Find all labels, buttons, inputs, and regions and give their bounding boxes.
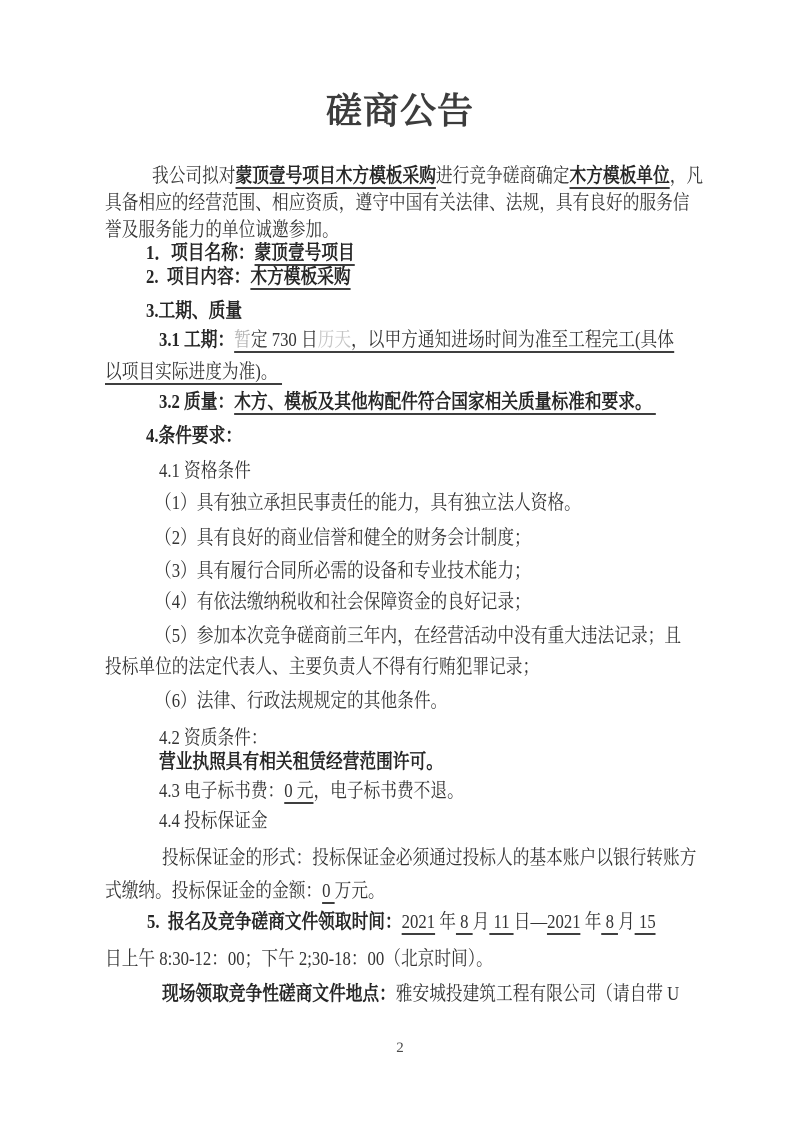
fee-amount: 0 元	[284, 780, 314, 802]
section3-2-value: 木方、模板及其他构配件符合国家相关质量标准和要求。	[234, 391, 656, 413]
deposit-amount: 0	[322, 880, 335, 902]
pickup-location-value: 雅安城投建筑工程有限公司（请自带 U	[395, 983, 680, 1005]
faded-char-2: 历天	[317, 329, 352, 351]
item-project-name-label: 1．项目名称：	[146, 242, 255, 264]
date-day-1: 11	[489, 911, 514, 933]
date-year-1: 2021	[401, 911, 436, 933]
faded-char-1: 暂	[234, 329, 251, 351]
condition-3: （3）具有履行合同所必需的设备和专业技术能力；	[155, 560, 531, 582]
item-project-content-value: 木方模板采购	[250, 266, 351, 288]
date-year-2: 2021	[547, 911, 581, 933]
condition-1: （1）具有独立承担民事责任的能力，具有独立法人资格。	[155, 492, 581, 514]
page-number: 2	[396, 1040, 404, 1056]
item-project-name	[146, 241, 355, 265]
section3-1-duration	[159, 328, 674, 352]
section4-3-fee	[159, 779, 464, 803]
condition-2: （2）具有良好的商业信誉和健全的财务会计制度；	[155, 527, 531, 549]
duration-rest: ，以甲方通知进场时间为准至工程完工(具体	[351, 329, 674, 351]
duration-days: 定 730 日	[250, 329, 318, 351]
intro-text-3: ，凡	[669, 165, 704, 187]
section4-heading: 4.条件要求：	[146, 425, 243, 447]
date-sep-4: 年	[580, 911, 602, 933]
date-sep-3: 日—	[513, 911, 548, 933]
deposit-line-1: 投标保证金的形式：投标保证金必须通过投标人的基本账户以银行转账方	[162, 847, 697, 869]
condition-5-line-2: 投标单位的法定代表人、主要负责人不得有行贿犯罪记录；	[105, 656, 540, 678]
condition-5-line-1: （5）参加本次竞争磋商前三年内，在经营活动中没有重大违法记录；且	[155, 625, 682, 647]
date-sep-2: 月	[472, 911, 490, 933]
section3-2-quality	[159, 390, 656, 414]
intro-line-1	[152, 164, 703, 188]
section4-3-rest: ，电子标书费不退。	[313, 780, 464, 802]
page-title: 磋商公告	[325, 90, 474, 131]
section3-2-label: 3.2 质量：	[159, 391, 235, 413]
item-project-content-label: 2. 项目内容：	[146, 266, 251, 288]
intro-text-1: 我公司拟对	[152, 165, 236, 187]
intro-text-2: 进行竞争磋商确定	[435, 165, 570, 187]
date-sep-1: 年	[435, 911, 456, 933]
section3-1-continuation-text: 以项目实际进度为准)。	[105, 361, 282, 383]
condition-4: （4）有依法缴纳税收和社会保障资金的良好记录；	[155, 591, 531, 613]
section5-dates	[147, 910, 656, 934]
section5-time-line: 日上午 8:30-12：00；下午 2;30-18：00（北京时间）。	[105, 948, 493, 970]
intro-line-2: 具备相应的经营范围、相应资质，遵守中国有关法律、法规，具有良好的服务信	[105, 192, 690, 214]
date-day-2: 15	[634, 911, 656, 933]
deposit-line-2-rest: 万元。	[334, 880, 385, 902]
condition-6: （6）法律、行政法规规定的其他条件。	[155, 690, 448, 712]
date-sep-5: 月	[618, 911, 635, 933]
deposit-line-2-text: 式缴纳。投标保证金的金额：	[105, 880, 323, 902]
section4-4-heading: 4.4 投标保证金	[159, 810, 268, 832]
section3-1-value	[234, 329, 674, 353]
section3-heading: 3.工期、质量	[146, 300, 243, 322]
pickup-location	[162, 982, 679, 1006]
deposit-line-2	[105, 879, 385, 903]
license-requirement: 营业执照具有相关租赁经营范围许可。	[159, 751, 443, 773]
section4-2-heading: 4.2 资质条件：	[159, 727, 268, 749]
intro-line-3: 誉及服务能力的单位诚邀参加。	[105, 219, 339, 241]
pickup-location-label: 现场领取竞争性磋商文件地点：	[162, 983, 396, 1005]
date-month-2: 8	[601, 911, 619, 933]
section5-label: 5. 报名及竞争磋商文件领取时间：	[147, 911, 402, 933]
date-month-1: 8	[455, 911, 473, 933]
section3-1-label: 3.1 工期：	[159, 329, 235, 351]
section3-1-continuation	[105, 360, 282, 384]
item-project-name-value: 蒙顶壹号项目	[254, 242, 355, 264]
section4-1-heading: 4.1 资格条件	[159, 460, 251, 482]
intro-underline-project: 蒙顶壹号项目木方模板采购	[235, 165, 436, 187]
intro-underline-unit: 木方模板单位	[569, 165, 670, 187]
section4-3-label: 4.3 电子标书费：	[159, 780, 285, 802]
item-project-content	[146, 265, 351, 289]
